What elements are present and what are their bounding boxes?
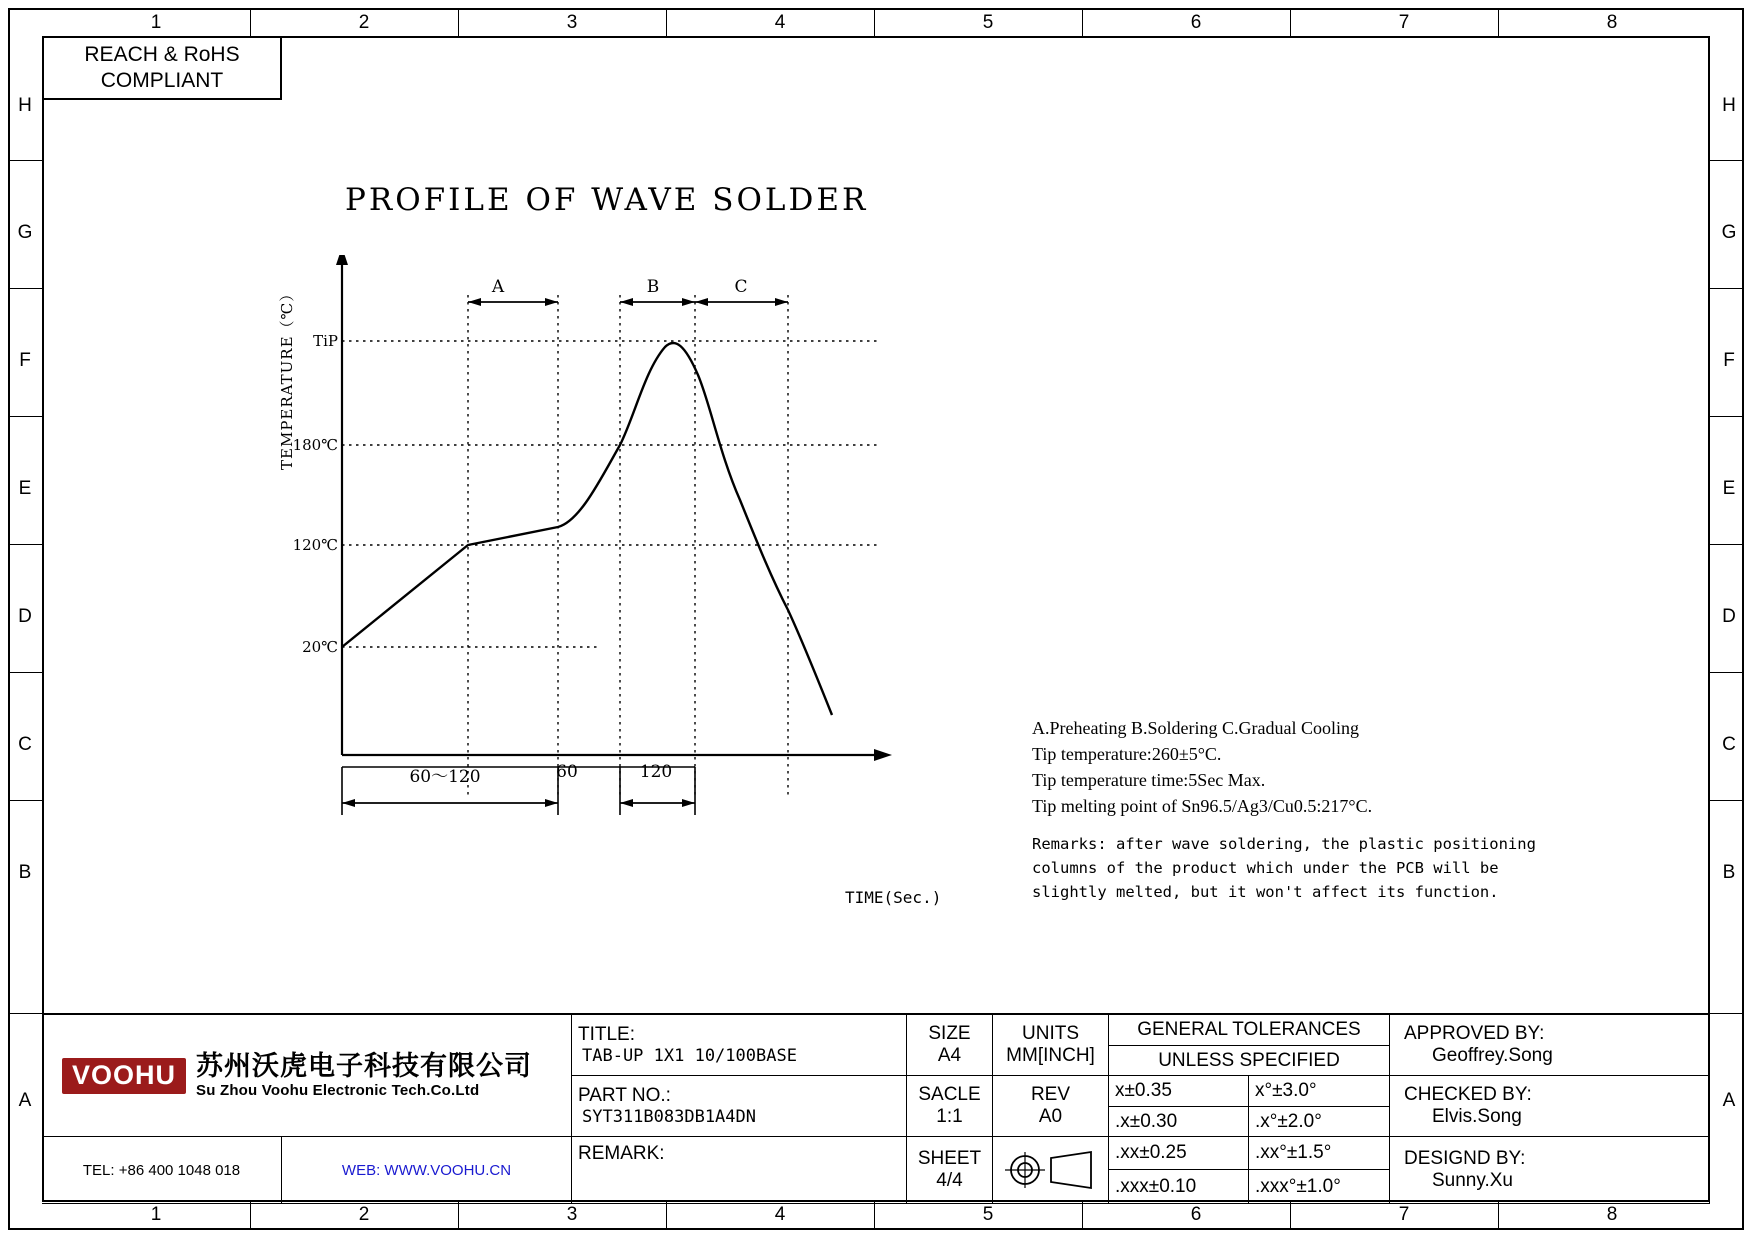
- part-number-value: SYT311B083DB1A4DN: [582, 1107, 756, 1127]
- frame-tick-bottom: [1498, 1202, 1499, 1230]
- checked-by-field: [1390, 1076, 1710, 1137]
- company-name-cn: 苏州沃虎电子科技有限公司: [196, 1051, 533, 1082]
- note-line-1: A.Preheating B.Soldering C.Gradual Cooling: [1032, 718, 1359, 738]
- y-tick-label-20: 20℃: [302, 638, 338, 656]
- frame-tick-bottom: [458, 1202, 459, 1230]
- tolerance-linear-1: x±0.35: [1109, 1076, 1249, 1107]
- process-notes: [1032, 715, 1372, 819]
- frame-tick-bottom: [666, 1202, 667, 1230]
- note-line-3: Tip temperature time:5Sec Max.: [1032, 770, 1266, 791]
- title-value: TAB-UP 1X1 10/100BASE: [582, 1046, 797, 1066]
- revision-label: REV: [1030, 1084, 1071, 1105]
- frame-tick-top: [458, 8, 459, 36]
- col-number-top-7: 7: [1398, 12, 1410, 33]
- compliance-line-2: COMPLIANT: [100, 69, 224, 92]
- frame-tick-top: [666, 8, 667, 36]
- row-letter-right-E: E: [1722, 478, 1736, 499]
- row-letter-left-A: A: [18, 1090, 32, 1111]
- frame-tick-top: [874, 8, 875, 36]
- projection-symbol-cell: [993, 1137, 1109, 1204]
- scale-label: SACLE: [918, 1084, 981, 1105]
- frame-tick-top: [250, 8, 251, 36]
- approved-by-value: Geoffrey.Song: [1432, 1045, 1553, 1066]
- part-number-field: [572, 1076, 907, 1137]
- row-letter-left-H: H: [18, 95, 32, 116]
- row-letter-right-B: B: [1722, 862, 1736, 883]
- tolerance-linear-4: .xxx±0.10: [1109, 1170, 1249, 1204]
- company-tel: [42, 1137, 282, 1204]
- note-line-4: Tip melting point of Sn96.5/Ag3/Cu0.5:217°C.: [1032, 796, 1373, 817]
- row-letter-right-D: D: [1722, 606, 1736, 627]
- col-number-bottom-5: 5: [982, 1204, 994, 1225]
- designed-by-field: [1390, 1137, 1710, 1204]
- temperature-curve: [342, 343, 832, 715]
- row-letter-left-E: E: [18, 478, 32, 499]
- row-letter-left-D: D: [18, 606, 32, 627]
- tolerance-linear-3: .xx±0.25: [1109, 1137, 1249, 1170]
- tolerance-angular-2: .x°±2.0°: [1249, 1107, 1390, 1137]
- scale-field: [907, 1076, 993, 1137]
- sheet-field: [907, 1137, 993, 1204]
- row-letter-left-C: C: [18, 734, 32, 755]
- sheet-label: SHEET: [917, 1148, 982, 1169]
- compliance-badge: [44, 38, 282, 100]
- row-letter-right-C: C: [1722, 734, 1736, 755]
- note-line-2: Tip temperature:260±5°C.: [1032, 744, 1222, 765]
- col-number-top-2: 2: [358, 12, 370, 33]
- size-field: [907, 1015, 993, 1076]
- frame-tick-left: [8, 544, 42, 545]
- designed-by-label: DESIGND BY:: [1404, 1148, 1526, 1169]
- title-field: [572, 1015, 907, 1076]
- checked-by-label: CHECKED BY:: [1404, 1084, 1532, 1105]
- frame-tick-right: [1710, 288, 1744, 289]
- remark-note: Remarks: after wave soldering, the plastic positioning columns of the product which under the PCB will be slightly melted, but it won't affect its function.: [1032, 835, 1536, 902]
- checked-by-value: Elvis.Song: [1432, 1106, 1522, 1127]
- zone-label-c: C: [734, 277, 748, 297]
- row-letter-right-F: F: [1723, 350, 1735, 371]
- size-value: A4: [937, 1045, 962, 1066]
- designed-by-value: Sunny.Xu: [1432, 1170, 1513, 1191]
- frame-tick-right: [1710, 160, 1744, 161]
- approved-by-field: [1390, 1015, 1710, 1076]
- zone-label-b: B: [646, 277, 660, 297]
- units-field: [993, 1015, 1109, 1076]
- frame-tick-bottom: [1082, 1202, 1083, 1230]
- sheet-value: 4/4: [936, 1170, 963, 1191]
- first-angle-projection-icon: [1003, 1150, 1099, 1190]
- row-letter-left-F: F: [19, 350, 31, 371]
- part-number-label: PART NO.:: [578, 1085, 671, 1106]
- page-title: PROFILE OF WAVE SOLDER: [345, 182, 869, 218]
- web-link-text[interactable]: WEB: WWW.VOOHU.CN: [341, 1161, 512, 1179]
- y-axis-arrow: [336, 255, 348, 265]
- col-number-bottom-1: 1: [150, 1204, 162, 1225]
- frame-tick-left: [8, 800, 42, 801]
- wave-solder-profile-chart: [250, 255, 970, 855]
- col-number-bottom-2: 2: [358, 1204, 370, 1225]
- tolerance-angular-1: x°±3.0°: [1249, 1076, 1390, 1107]
- frame-tick-right: [1710, 1013, 1744, 1014]
- tolerance-angular-3: .xx°±1.5°: [1249, 1137, 1390, 1170]
- duration-label-2: 60: [556, 762, 578, 782]
- zone-label-a: A: [491, 277, 505, 297]
- row-letter-left-G: G: [17, 222, 33, 243]
- compliance-line-1: REACH & RoHS: [84, 42, 240, 66]
- frame-tick-bottom: [250, 1202, 251, 1230]
- size-label: SIZE: [928, 1023, 971, 1044]
- tolerance-header-1: GENERAL TOLERANCES: [1109, 1015, 1390, 1046]
- col-number-top-6: 6: [1190, 12, 1202, 33]
- y-tick-label-tip: TiP: [313, 332, 338, 350]
- title-block: [42, 1013, 1710, 1202]
- frame-tick-left: [8, 160, 42, 161]
- company-web[interactable]: [282, 1137, 572, 1204]
- title-label: TITLE:: [578, 1024, 636, 1045]
- col-number-bottom-3: 3: [566, 1204, 578, 1225]
- company-logo-cell: [42, 1015, 572, 1137]
- frame-tick-bottom: [874, 1202, 875, 1230]
- tolerance-linear-2: .x±0.30: [1109, 1107, 1249, 1137]
- remark-field: [572, 1137, 907, 1204]
- frame-tick-left: [8, 416, 42, 417]
- scale-value: 1:1: [936, 1106, 963, 1127]
- revision-field: [993, 1076, 1109, 1137]
- revision-value: A0: [1038, 1106, 1063, 1127]
- frame-tick-right: [1710, 544, 1744, 545]
- row-letter-right-H: H: [1722, 95, 1736, 116]
- col-number-bottom-7: 7: [1398, 1204, 1410, 1225]
- approved-by-label: APPROVED BY:: [1404, 1023, 1545, 1044]
- x-axis-title: TIME(Sec.): [845, 888, 942, 907]
- frame-tick-left: [8, 1013, 42, 1014]
- frame-tick-bottom: [1290, 1202, 1291, 1230]
- col-number-top-5: 5: [982, 12, 994, 33]
- frame-tick-top: [1290, 8, 1291, 36]
- voohu-logo-icon: VOOHU: [62, 1058, 186, 1094]
- frame-tick-right: [1710, 416, 1744, 417]
- y-tick-label-120: 120℃: [292, 536, 338, 554]
- frame-tick-right: [1710, 672, 1744, 673]
- frame-tick-top: [1082, 8, 1083, 36]
- row-letter-right-G: G: [1721, 222, 1737, 243]
- frame-tick-right: [1710, 800, 1744, 801]
- col-number-top-1: 1: [150, 12, 162, 33]
- y-tick-label-180: 180℃: [292, 436, 338, 454]
- frame-tick-left: [8, 672, 42, 673]
- col-number-top-3: 3: [566, 12, 578, 33]
- row-letter-right-A: A: [1722, 1090, 1736, 1111]
- col-number-bottom-8: 8: [1606, 1204, 1618, 1225]
- tolerance-angular-4: .xxx°±1.0°: [1249, 1170, 1390, 1204]
- tel-text: TEL: +86 400 1048 018: [82, 1161, 241, 1179]
- units-label: UNITS: [1022, 1023, 1079, 1044]
- col-number-bottom-6: 6: [1190, 1204, 1202, 1225]
- col-number-bottom-4: 4: [774, 1204, 786, 1225]
- remark-label: REMARK:: [578, 1143, 665, 1164]
- frame-tick-left: [8, 288, 42, 289]
- duration-label-3: 120: [639, 762, 673, 782]
- units-value: MM[INCH]: [1006, 1045, 1095, 1066]
- row-letter-left-B: B: [18, 862, 32, 883]
- company-name-en: Su Zhou Voohu Electronic Tech.Co.Ltd: [196, 1081, 480, 1099]
- col-number-top-8: 8: [1606, 12, 1618, 33]
- y-axis-title: TEMPERATURE（℃）: [278, 285, 296, 470]
- duration-label-1: 60～120: [409, 767, 481, 787]
- col-number-top-4: 4: [774, 12, 786, 33]
- x-axis-arrow: [874, 749, 892, 761]
- tolerance-header-2: UNLESS SPECIFIED: [1109, 1046, 1390, 1076]
- frame-tick-top: [1498, 8, 1499, 36]
